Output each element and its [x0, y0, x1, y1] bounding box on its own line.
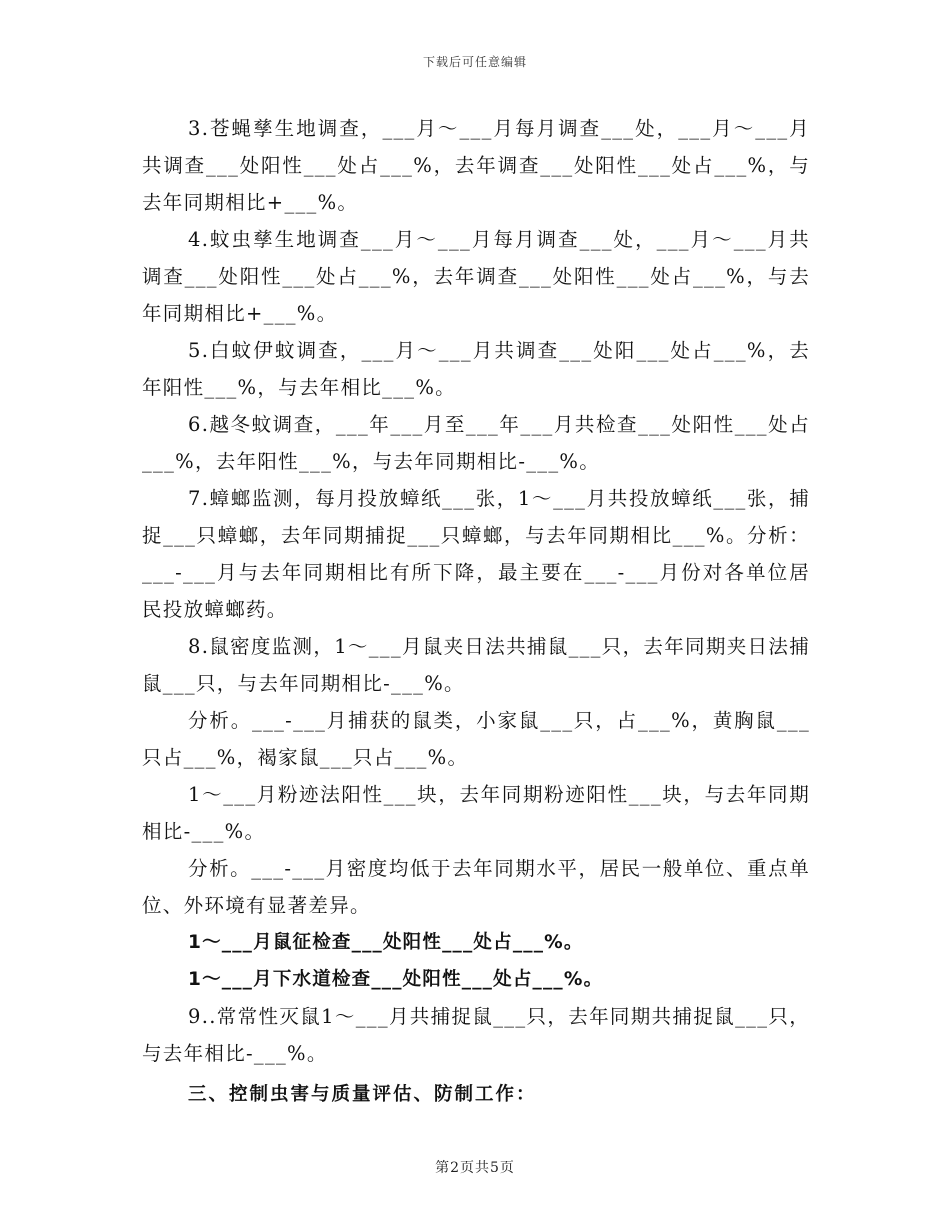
- paragraph-5-aedes-survey: 5.白蚊伊蚊调查，___月～___月共调查___处阳___处占___%，去年阳性___%，与去年相比___%。: [142, 339, 810, 399]
- paragraph-9-routine-rodent-control: 9..常常性灭鼠1～___月共捕捉鼠___只，去年同期共捕捉鼠___只，与去年相比-___%。: [142, 1005, 810, 1065]
- sewer-inspection: 1～___月下水道检查___处阳性___处占___%。: [188, 969, 604, 990]
- powder-trace-result: 1～___月粉迹法阳性___块，去年同期粉迹阳性___块，与去年同期相比-___%。: [142, 783, 810, 843]
- document-body: [142, 110, 810, 1113]
- page-number-footer: 第2页共5页: [435, 1160, 515, 1176]
- density-analysis: 分析。___-___月密度均低于去年同期水平，居民一般单位、重点单位、外环境有显著差异。: [142, 857, 810, 917]
- paragraph-7-cockroach-monitoring: 7.蟑螂监测，每月投放蟑纸___张，1～___月共投放蟑纸___张，捕捉___只蟑螂，去年同期捕捉___只蟑螂，与去年同期相比___%。分析：___-___月与去年同期相比有所下降，最主要在___-___月份对各单位居民投放蟑螂药。: [142, 487, 810, 621]
- rodent-species-analysis: 分析。___-___月捕获的鼠类，小家鼠___只，占___%，黄胸鼠___只占___%，褐家鼠___只占___%。: [142, 709, 810, 769]
- paragraph-3-fly-breeding-survey: 3.苍蝇孳生地调查，___月～___月每月调查___处，___月～___月共调查___处阳性___处占___%，去年调查___处阳性___处占___%，与去年同期相比+___%。: [142, 117, 810, 214]
- paragraph-6-overwintering-mosquito-survey: 6.越冬蚊调查，___年___月至___年___月共检查___处阳性___处占___%，去年阳性___%，与去年同期相比-___%。: [142, 413, 810, 473]
- rodent-sign-inspection: 1～___月鼠征检查___处阳性___处占___%。: [188, 932, 584, 953]
- page-header: 下载后可任意编辑: [422, 55, 527, 69]
- paragraph-4-mosquito-breeding-survey: 4.蚊虫孳生地调查___月～___月每月调查___处，___月～___月共调查___处阳性___处占___%，去年调查___处阳性___处占___%，与去年同期相比+___%。: [142, 228, 810, 325]
- section-heading: 三、控制虫害与质量评估、防制工作：: [188, 1084, 537, 1105]
- paragraph-8-rodent-density-monitoring: 8.鼠密度监测，1～___月鼠夹日法共捕鼠___只，去年同期夹日法捕鼠___只，与去年同期相比-___%。: [142, 635, 810, 695]
